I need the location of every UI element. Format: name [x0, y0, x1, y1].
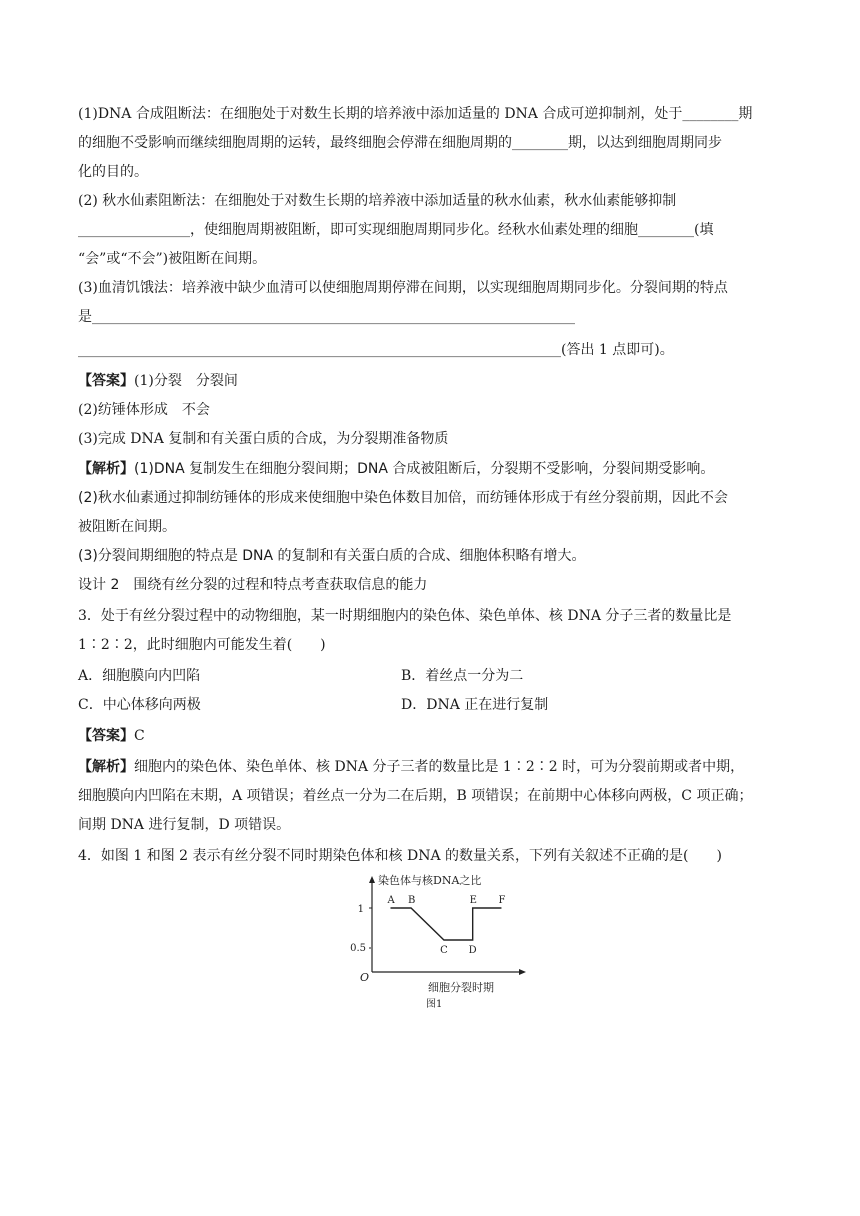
- answer-line: (2)纺锤体形成 不会: [78, 402, 210, 418]
- q4-stem: 4．如图 1 和图 2 表示有丝分裂不同时期染色体和核 DNA 的数量关系，下列有关叙述不正确的是( ): [78, 848, 722, 864]
- origin-label: O: [360, 971, 370, 984]
- q3-answer: C: [134, 728, 145, 744]
- y-axis-arrow: [369, 876, 375, 883]
- question-text-line: 是_____________________________________________________________________: [78, 309, 575, 325]
- answer-line: (3)完成 DNA 复制和有关蛋白质的合成，为分裂期准备物质: [78, 431, 449, 447]
- answer-label: 【答案】: [78, 728, 134, 744]
- point-label-a: A: [387, 895, 395, 906]
- answer-text: (1)分裂 分裂间: [134, 373, 238, 389]
- question-text-line: 的细胞不受影响而继续细胞周期的运转，最终细胞会停滞在细胞周期的________期，以达到细胞周期同步: [78, 135, 722, 151]
- q3-analysis-line: [78, 757, 744, 777]
- y-tick-label: 1: [357, 904, 364, 915]
- answer-label: 【答案】: [78, 373, 134, 389]
- question-text-line: (1)DNA 合成阻断法：在细胞处于对数生长期的培养液中添加适量的 DNA 合成可逆抑制剂，处于________期: [78, 106, 753, 122]
- option-b: B．着丝点一分为二: [401, 668, 524, 684]
- analysis-line: (3)分裂间期细胞的特点是 DNA 的复制和有关蛋白质的合成、细胞体积略有增大。: [78, 548, 586, 564]
- figure-caption: 图1: [426, 999, 443, 1010]
- figure-1-chart: [336, 870, 536, 1010]
- point-label-c: C: [440, 945, 448, 956]
- q3-answer-line: [78, 726, 145, 746]
- q3-option-row: [78, 666, 524, 686]
- series-line: [390, 908, 501, 940]
- x-axis-arrow: [519, 969, 526, 975]
- section-heading: 设计 2 围绕有丝分裂的过程和特点考查获取信息的能力: [78, 577, 428, 593]
- y-axis-label: 染色体与核DNA之比: [378, 874, 482, 887]
- point-label-b: B: [408, 895, 416, 906]
- point-label-d: D: [468, 945, 477, 956]
- analysis-line: 被阻断在间期。: [78, 519, 176, 535]
- analysis-label: 【解析】: [78, 759, 134, 775]
- option-a: A．细胞膜向内凹陷: [78, 668, 201, 684]
- point-label-f: F: [498, 895, 506, 906]
- option-c: C．中心体移向两极: [78, 697, 201, 713]
- q3-analysis-line: 细胞膜向内凹陷在末期，A 项错误；着丝点一分为二在后期，B 项错误；在前期中心体移向两极，C 项正确；: [78, 788, 753, 804]
- y-tick-label: 0.5: [350, 943, 366, 954]
- q3-option-row: [78, 695, 549, 715]
- analysis-label: 【解析】: [78, 461, 134, 477]
- analysis-text: (1)DNA 复制发生在细胞分裂间期；DNA 合成被阻断后，分裂期不受影响，分裂间期受影响。: [134, 461, 715, 477]
- q3-stem-line: 1∶2∶2，此时细胞内可能发生着( ): [78, 637, 326, 653]
- q3-analysis-text: 细胞内的染色体、染色单体、核 DNA 分子三者的数量比是 1∶2∶2 时，可为分裂前期或者中期，: [134, 759, 745, 775]
- question-text-line: ________________，使细胞周期被阻断，即可实现细胞周期同步化。经秋水仙素处理的细胞________(填: [78, 222, 714, 238]
- question-text-line: “会”或“不会”)被阻断在间期。: [78, 251, 267, 267]
- q3-stem-line: 3．处于有丝分裂过程中的动物细胞，某一时期细胞内的染色体、染色单体、核 DNA 分子三者的数量比是: [78, 608, 732, 624]
- question-text-line: (2) 秋水仙素阻断法：在细胞处于对数生长期的培养液中添加适量的秋水仙素，秋水仙素能够抑制: [78, 193, 677, 209]
- q3-analysis-line: 间期 DNA 进行复制，D 项错误。: [78, 817, 291, 833]
- x-axis-label: 细胞分裂时期: [428, 981, 494, 994]
- analysis-line: [78, 459, 714, 479]
- question-text-line: (3)血清饥饿法：培养液中缺少血清可以使细胞周期停滞在间期，以实现细胞周期同步化。分裂间期的特点: [78, 280, 728, 296]
- option-d: D．DNA 正在进行复制: [401, 697, 549, 713]
- point-label-e: E: [469, 895, 477, 906]
- question-text-line: _____________________________________________________________________(答出 1 点即可)。: [78, 342, 674, 358]
- answer-line: [78, 371, 238, 391]
- analysis-line: (2)秋水仙素通过抑制纺锤体的形成来使细胞中染色体数目加倍，而纺锤体形成于有丝分裂前期，因此不会: [78, 490, 728, 506]
- question-text-line: 化的目的。: [78, 164, 148, 180]
